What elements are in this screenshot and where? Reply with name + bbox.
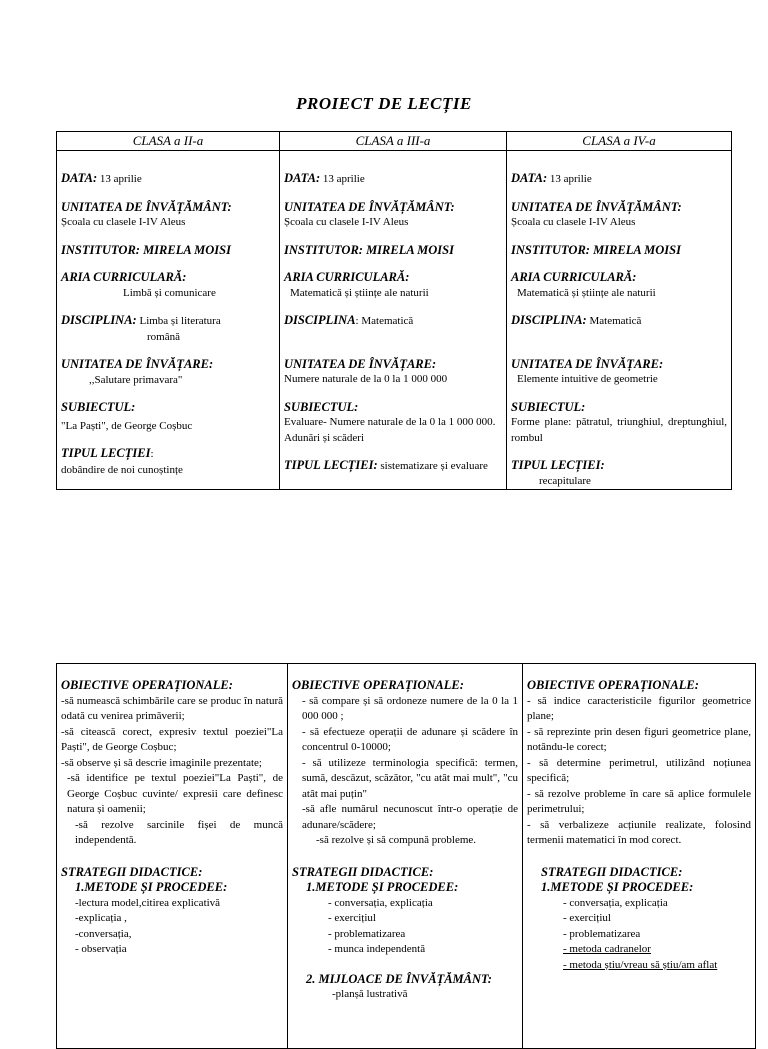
strategii-label: STRATEGII DIDACTICE: [61, 864, 203, 879]
data-label: DATA: [511, 171, 548, 185]
disciplina-label: DISCIPLINA: [61, 313, 137, 327]
header-clasa-3: CLASA a III-a [280, 132, 507, 151]
aria-value: Matematică și științe ale naturii [517, 286, 656, 299]
institutor-label: INSTITUTOR: MIRELA MOISI [511, 242, 681, 257]
data-value: 13 aprilie [99, 173, 142, 185]
metoda-item: -conversația, [75, 927, 132, 940]
disciplina-label: DISCIPLINA: [511, 313, 587, 327]
obiectiv-item: - să utilizeze terminologia specifică: termen, sumă, descăzut, scăzător, "cu atât mai mult", "cu atât mai puțin" [302, 756, 518, 800]
unitatea-invatare-value: Elemente intuitive de geometrie [517, 373, 658, 385]
metoda-item: - conversația, explicația [563, 896, 668, 909]
obiective-label: OBIECTIVE OPERAȚIONALE: [292, 678, 464, 692]
disciplina-value: Matematică [361, 315, 414, 327]
unitatea-invatare-value: ,,Salutare primavara" [89, 373, 183, 386]
header-clasa-2: CLASA a II-a [57, 132, 280, 151]
info-cell-clasa-2 [57, 151, 280, 490]
info-row [57, 151, 732, 490]
metode-label: 1.METODE ȘI PROCEDEE: [306, 880, 459, 894]
obiectiv-item: -să numească schimbările care se produc în natură odată cu venirea primăverii; [61, 694, 283, 722]
tipul-label: TIPUL LECȚIEI: [284, 458, 378, 472]
disciplina-value: Matematică [589, 315, 642, 327]
metode-label: 1.METODE ȘI PROCEDEE: [541, 880, 694, 894]
obiectiv-item: -să identifice pe textul poeziei"La Paști", de George Coșbuc cuvinte/ expresii care definesc natura și oamenii; [67, 772, 283, 815]
obiectiv-item: -să afle numărul necunoscut într-o operație de adunare/scădere; [302, 803, 518, 831]
aria-label: ARIA CURRICULARĂ: [511, 270, 637, 284]
metoda-item: - exercițiul [328, 912, 376, 924]
metoda-item: - observația [75, 943, 127, 955]
metoda-item: -lectura model,citirea explicativă [75, 896, 221, 909]
metoda-item: - metoda cadranelor [563, 943, 651, 955]
objectives-row [57, 664, 756, 1049]
strategii-label: STRATEGII DIDACTICE: [292, 864, 434, 879]
obiectiv-item: - să verbalizeze acțiunile realizate, folosind termenii matematici în mod corect. [527, 818, 751, 846]
data-value: 13 aprilie [322, 173, 365, 185]
subiectul-label: SUBIECTUL: [284, 399, 359, 414]
tipul-line [284, 458, 502, 475]
data-line [511, 171, 727, 188]
page-title: PROIECT DE LECȚIE [296, 94, 472, 113]
metoda-item: - metoda știu/vreau să știu/am aflat [563, 958, 718, 971]
obiectiv-item: - să efectueze operații de adunare și scădere în concentrul 0-10000; [302, 725, 518, 753]
metode-label: 1.METODE ȘI PROCEDEE: [75, 880, 228, 894]
disciplina-label: DISCIPLINA [284, 313, 356, 327]
data-label: DATA: [61, 171, 98, 185]
obiectiv-item: - să rezolve probleme în care să aplice formulele perimetrului; [527, 787, 751, 815]
tipul-value: recapitulare [539, 474, 591, 487]
disciplina-line [511, 313, 727, 330]
subiectul-value: "La Paști", de George Coșbuc [61, 419, 193, 432]
obiectiv-item: -să observe și să descrie imaginile prezentate; [61, 756, 262, 769]
unitatea-invatare-label: UNITATEA DE ÎNVĂȚARE: [284, 356, 437, 371]
info-cell-clasa-3 [280, 151, 507, 490]
obiectiv-item: - să compare și să ordoneze numere de la 0 la 1 000 000 ; [302, 694, 518, 722]
scoala-value: Școala cu clasele I-IV Aleus [284, 216, 409, 228]
disciplina-line [61, 313, 275, 330]
metoda-item: - conversația, explicația [328, 896, 433, 909]
disciplina-line: DISCIPLINA: Matematică [284, 313, 414, 327]
disciplina-value-2: română [147, 330, 180, 343]
tipul-label: TIPUL LECȚIEI: [511, 458, 605, 472]
mijloc-item: -planșă lustrativă [332, 988, 408, 1000]
scoala-value: Școala cu clasele I-IV Aleus [511, 216, 636, 228]
data-line [284, 171, 502, 188]
header-row [57, 132, 732, 151]
data-value: 13 aprilie [549, 173, 592, 185]
metoda-item: - problematizarea [563, 927, 641, 940]
header-clasa-4: CLASA a IV-a [507, 132, 732, 151]
unitatea-invatare-label: UNITATEA DE ÎNVĂȚARE: [61, 357, 214, 371]
institutor-label: INSTITUTOR: MIRELA MOISI [284, 242, 454, 257]
aria-value: Matematică și științe ale naturii [290, 286, 429, 299]
objectives-cell-clasa-3 [288, 664, 523, 1049]
info-cell-clasa-4 [507, 151, 732, 490]
obiectiv-item: -să citească corect, expresiv textul poeziei"La Paști", de George Coșbuc; [61, 725, 283, 753]
metoda-item: - exercițiul [563, 912, 611, 924]
mijloace-label: 2. MIJLOACE DE ÎNVĂȚĂMÂNT: [306, 971, 492, 986]
aria-label: ARIA CURRICULARĂ: [61, 270, 187, 284]
unitatea-invatamant-label: UNITATEA DE ÎNVĂȚĂMÂNT: [284, 199, 455, 214]
tipul-value: dobândire de noi cunoștințe [61, 463, 183, 476]
scoala-value: Școala cu clasele I-IV Aleus [61, 216, 186, 228]
objectives-cell-clasa-4 [523, 664, 756, 1049]
disciplina-value: Limba și literatura [139, 315, 221, 327]
metoda-item: -explicația , [75, 912, 127, 924]
metoda-item: - problematizarea [328, 927, 406, 940]
obiectiv-item: -să rezolve sarcinile fișei de muncă independentă. [75, 818, 283, 846]
obiective-label: OBIECTIVE OPERAȚIONALE: [527, 678, 699, 692]
strategii-label: STRATEGII DIDACTICE: [541, 864, 683, 879]
subiectul-value: Forme plane: pătratul, triunghiul, dreptunghiul, rombul [511, 416, 727, 444]
obiective-label: OBIECTIVE OPERAȚIONALE: [61, 678, 233, 692]
subiectul-label: SUBIECTUL: [511, 399, 586, 414]
objectives-cell-clasa-2 [57, 664, 288, 1049]
subiectul-value: Evaluare- Numere naturale de la 0 la 1 000 000. Adunări și scăderi [284, 416, 496, 444]
data-line [61, 171, 275, 188]
aria-label: ARIA CURRICULARĂ: [284, 270, 410, 284]
aria-value: Limbă și comunicare [123, 286, 216, 299]
institutor-label: INSTITUTOR: MIRELA MOISI [61, 242, 231, 257]
obiectiv-item: - să indice caracteristicile figurilor geometrice plane; [527, 694, 751, 722]
metoda-item: - munca independentă [328, 943, 426, 955]
obiectiv-item: - să determine perimetrul, utilizând noțiunea specifică; [527, 756, 751, 784]
lesson-info-table [56, 131, 732, 490]
subiectul-label: SUBIECTUL: [61, 400, 136, 414]
tipul-label: TIPUL LECȚIEI [61, 446, 151, 460]
tipul-line: TIPUL LECȚIEI: [61, 446, 154, 460]
unitatea-invatamant-label: UNITATEA DE ÎNVĂȚĂMÂNT: [61, 199, 232, 214]
lesson-objectives-table [56, 663, 756, 1049]
data-label: DATA: [284, 171, 321, 185]
obiectiv-item: -să rezolve și să compună probleme. [316, 834, 477, 846]
unitatea-invatamant-label: UNITATEA DE ÎNVĂȚĂMÂNT: [511, 199, 682, 214]
tipul-value: sistematizare și evaluare [380, 460, 488, 472]
unitatea-invatare-value: Numere naturale de la 0 la 1 000 000 [284, 373, 448, 385]
obiectiv-item: - să reprezinte prin desen figuri geometrice plane, notându-le corect; [527, 725, 751, 753]
unitatea-invatare-label: UNITATEA DE ÎNVĂȚARE: [511, 356, 664, 371]
